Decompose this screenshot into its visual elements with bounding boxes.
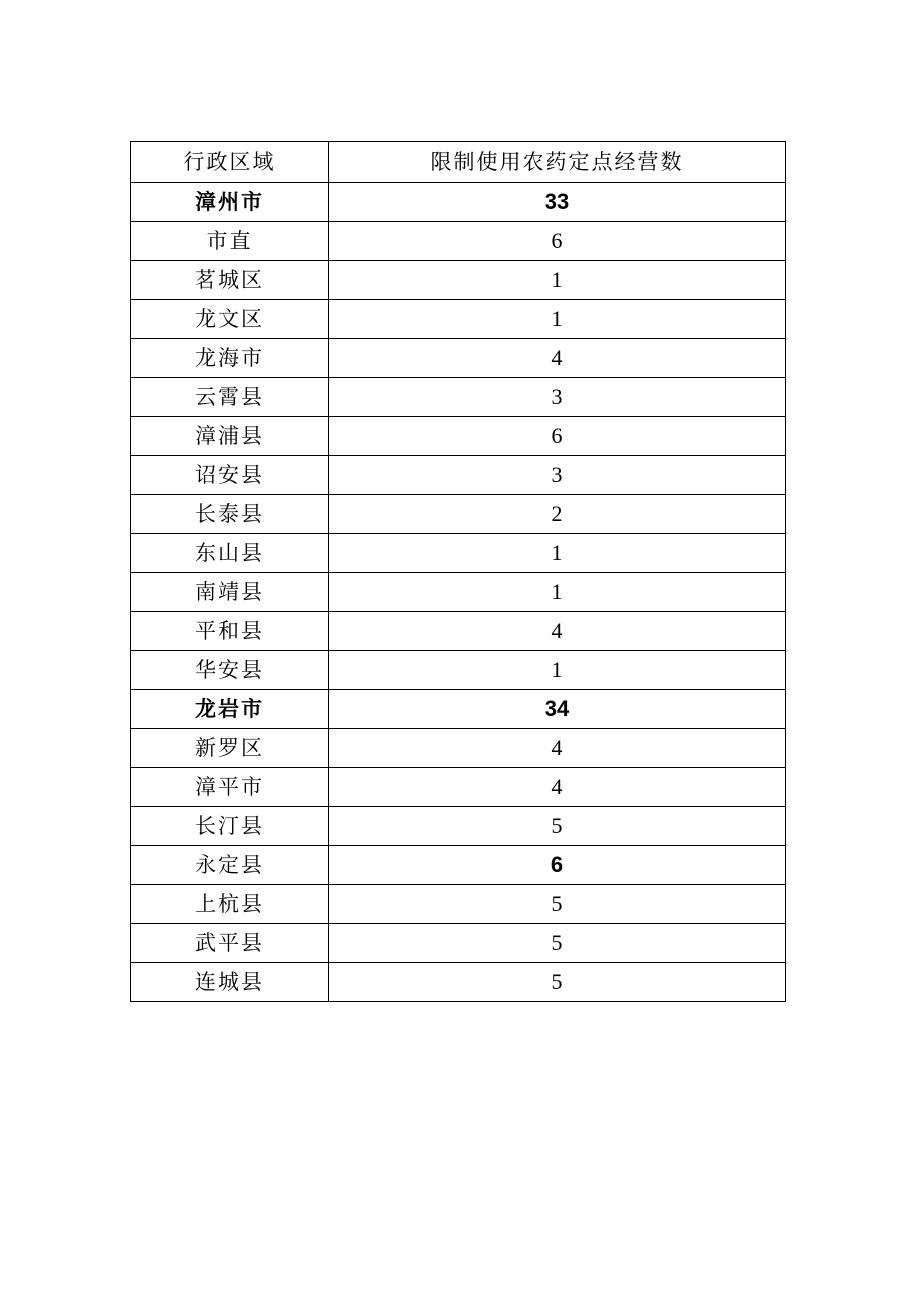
region-cell: 长泰县 [131,495,329,534]
outlet-count-cell: 1 [329,300,786,339]
table-row [131,339,786,378]
region-cell: 东山县 [131,534,329,573]
region-cell: 漳浦县 [131,417,329,456]
outlet-count-cell: 6 [329,222,786,261]
table-row [131,885,786,924]
table-row [131,924,786,963]
outlet-count-cell: 34 [329,690,786,729]
outlet-count-cell: 6 [329,417,786,456]
table-row [131,573,786,612]
table-row [131,729,786,768]
outlet-count-cell: 1 [329,573,786,612]
table-row [131,417,786,456]
outlet-count-cell: 4 [329,768,786,807]
header-region: 行政区域 [131,142,329,183]
outlet-count-cell: 6 [329,846,786,885]
outlet-count-cell: 5 [329,963,786,1002]
outlet-count-cell: 33 [329,183,786,222]
table-row [131,378,786,417]
table-row [131,456,786,495]
table-header-row [131,142,786,183]
outlet-count-cell: 5 [329,807,786,846]
table-row [131,495,786,534]
table-row [131,807,786,846]
table-row [131,534,786,573]
region-cell: 新罗区 [131,729,329,768]
outlet-count-cell: 3 [329,456,786,495]
region-cell: 永定县 [131,846,329,885]
outlet-count-cell: 4 [329,729,786,768]
table-row [131,963,786,1002]
table-row [131,768,786,807]
outlet-count-table-container [130,141,785,1002]
outlet-count-cell: 3 [329,378,786,417]
outlet-count-cell: 4 [329,612,786,651]
region-cell: 南靖县 [131,573,329,612]
outlet-count-cell: 5 [329,924,786,963]
outlet-count-cell: 2 [329,495,786,534]
region-cell: 茗城区 [131,261,329,300]
region-cell: 漳州市 [131,183,329,222]
region-cell: 华安县 [131,651,329,690]
table-body [131,183,786,1002]
header-outlet-count: 限制使用农药定点经营数 [329,142,786,183]
table-row [131,612,786,651]
region-cell: 市直 [131,222,329,261]
region-cell: 漳平市 [131,768,329,807]
table-row [131,690,786,729]
region-cell: 龙文区 [131,300,329,339]
region-cell: 长汀县 [131,807,329,846]
outlet-count-cell: 4 [329,339,786,378]
region-cell: 诏安县 [131,456,329,495]
region-cell: 武平县 [131,924,329,963]
region-cell: 连城县 [131,963,329,1002]
outlet-count-cell: 1 [329,261,786,300]
table-row [131,300,786,339]
table-row [131,222,786,261]
region-cell: 龙岩市 [131,690,329,729]
outlet-count-table [130,141,786,1002]
region-cell: 龙海市 [131,339,329,378]
table-row [131,846,786,885]
region-cell: 上杭县 [131,885,329,924]
table-row [131,651,786,690]
region-cell: 云霄县 [131,378,329,417]
outlet-count-cell: 1 [329,534,786,573]
outlet-count-cell: 5 [329,885,786,924]
table-row [131,183,786,222]
outlet-count-cell: 1 [329,651,786,690]
region-cell: 平和县 [131,612,329,651]
table-row [131,261,786,300]
